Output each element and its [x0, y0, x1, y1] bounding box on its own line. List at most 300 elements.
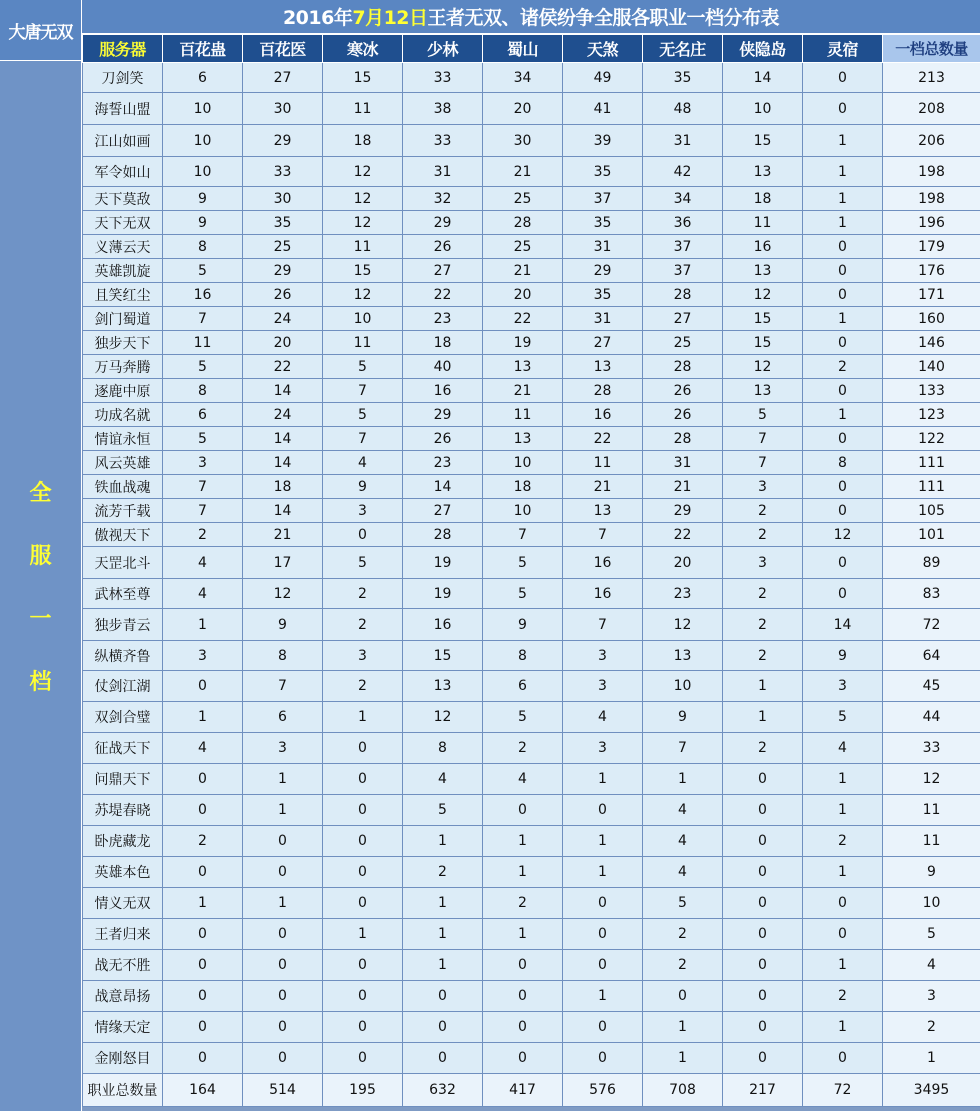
count-cell: 7 — [563, 523, 643, 547]
row-total-cell: 10 — [883, 888, 980, 919]
count-cell: 10 — [483, 451, 563, 475]
count-cell: 37 — [643, 235, 723, 259]
count-cell: 0 — [803, 93, 883, 125]
row-total-cell: 89 — [883, 547, 980, 579]
row-total-cell: 44 — [883, 702, 980, 733]
table-row — [83, 764, 980, 795]
count-cell: 3 — [323, 641, 403, 671]
row-total-cell: 11 — [883, 826, 980, 857]
server-name-cell: 刀剑笑 — [83, 63, 163, 93]
count-cell: 1 — [803, 403, 883, 427]
count-cell: 1 — [723, 702, 803, 733]
count-cell: 11 — [563, 451, 643, 475]
count-cell: 0 — [243, 826, 323, 857]
table-row — [83, 283, 980, 307]
count-cell: 0 — [323, 795, 403, 826]
table-row — [83, 547, 980, 579]
row-total-cell: 198 — [883, 157, 980, 187]
table-row — [83, 1043, 980, 1074]
header-class: 蜀山 — [483, 35, 563, 63]
count-cell: 21 — [483, 379, 563, 403]
count-cell: 0 — [563, 795, 643, 826]
count-cell: 0 — [483, 981, 563, 1012]
row-total-cell: 213 — [883, 63, 980, 93]
grand-total-cell: 3495 — [883, 1074, 980, 1107]
count-cell: 1 — [403, 888, 483, 919]
count-cell: 33 — [243, 157, 323, 187]
count-cell: 4 — [163, 733, 243, 764]
count-cell: 1 — [243, 795, 323, 826]
count-cell: 27 — [643, 307, 723, 331]
header-total: 一档总数量 — [883, 35, 980, 63]
count-cell: 2 — [723, 733, 803, 764]
count-cell: 0 — [163, 857, 243, 888]
row-total-cell: 111 — [883, 451, 980, 475]
count-cell: 15 — [403, 641, 483, 671]
count-cell: 9 — [163, 187, 243, 211]
header-row — [83, 35, 980, 63]
table-row — [83, 211, 980, 235]
side-char: 全 — [29, 481, 52, 506]
server-name-cell: 义薄云天 — [83, 235, 163, 259]
count-cell: 0 — [803, 235, 883, 259]
count-cell: 7 — [163, 307, 243, 331]
count-cell: 5 — [323, 403, 403, 427]
count-cell: 1 — [403, 950, 483, 981]
distribution-table — [82, 34, 980, 1107]
summary-label: 职业总数量 — [83, 1074, 163, 1107]
table-row — [83, 826, 980, 857]
table-row — [83, 733, 980, 764]
class-total-cell: 195 — [323, 1074, 403, 1107]
server-name-cell: 天下莫敌 — [83, 187, 163, 211]
count-cell: 1 — [803, 857, 883, 888]
count-cell: 0 — [803, 888, 883, 919]
count-cell: 36 — [643, 211, 723, 235]
count-cell: 31 — [643, 125, 723, 157]
table-row — [83, 857, 980, 888]
count-cell: 17 — [243, 547, 323, 579]
count-cell: 14 — [403, 475, 483, 499]
count-cell: 25 — [483, 187, 563, 211]
server-name-cell: 天下无双 — [83, 211, 163, 235]
count-cell: 2 — [723, 609, 803, 641]
row-total-cell: 160 — [883, 307, 980, 331]
count-cell: 4 — [323, 451, 403, 475]
count-cell: 18 — [723, 187, 803, 211]
count-cell: 49 — [563, 63, 643, 93]
count-cell: 11 — [483, 403, 563, 427]
count-cell: 29 — [243, 259, 323, 283]
count-cell: 9 — [803, 641, 883, 671]
count-cell: 0 — [563, 1012, 643, 1043]
server-name-cell: 且笑红尘 — [83, 283, 163, 307]
table-row — [83, 795, 980, 826]
header-class: 天煞 — [563, 35, 643, 63]
count-cell: 16 — [563, 579, 643, 609]
count-cell: 2 — [403, 857, 483, 888]
count-cell: 0 — [323, 888, 403, 919]
table-row — [83, 235, 980, 259]
row-total-cell: 196 — [883, 211, 980, 235]
count-cell: 18 — [403, 331, 483, 355]
table-row — [83, 355, 980, 379]
count-cell: 16 — [403, 609, 483, 641]
count-cell: 25 — [483, 235, 563, 259]
count-cell: 2 — [803, 981, 883, 1012]
count-cell: 19 — [483, 331, 563, 355]
count-cell: 1 — [483, 857, 563, 888]
count-cell: 0 — [723, 857, 803, 888]
server-name-cell: 海誓山盟 — [83, 93, 163, 125]
count-cell: 4 — [643, 795, 723, 826]
count-cell: 0 — [323, 826, 403, 857]
count-cell: 29 — [563, 259, 643, 283]
count-cell: 5 — [723, 403, 803, 427]
count-cell: 31 — [643, 451, 723, 475]
count-cell: 0 — [723, 1043, 803, 1074]
count-cell: 8 — [163, 235, 243, 259]
count-cell: 0 — [803, 379, 883, 403]
count-cell: 22 — [243, 355, 323, 379]
count-cell: 0 — [723, 795, 803, 826]
count-cell: 0 — [563, 919, 643, 950]
count-cell: 14 — [243, 499, 323, 523]
table-row — [83, 523, 980, 547]
server-name-cell: 卧虎藏龙 — [83, 826, 163, 857]
summary-row — [83, 1074, 980, 1107]
server-name-cell: 独步天下 — [83, 331, 163, 355]
count-cell: 24 — [243, 403, 323, 427]
row-total-cell: 1 — [883, 1043, 980, 1074]
header-class: 百花蛊 — [163, 35, 243, 63]
count-cell: 0 — [563, 888, 643, 919]
count-cell: 4 — [643, 826, 723, 857]
count-cell: 13 — [483, 355, 563, 379]
count-cell: 2 — [483, 733, 563, 764]
count-cell: 2 — [723, 523, 803, 547]
table-row — [83, 671, 980, 702]
count-cell: 0 — [243, 919, 323, 950]
count-cell: 2 — [643, 950, 723, 981]
count-cell: 12 — [323, 211, 403, 235]
row-total-cell: 198 — [883, 187, 980, 211]
count-cell: 4 — [403, 764, 483, 795]
count-cell: 0 — [723, 919, 803, 950]
count-cell: 14 — [243, 451, 323, 475]
server-name-cell: 战无不胜 — [83, 950, 163, 981]
count-cell: 27 — [563, 331, 643, 355]
server-name-cell: 战意昂扬 — [83, 981, 163, 1012]
count-cell: 12 — [803, 523, 883, 547]
table-row — [83, 379, 980, 403]
count-cell: 2 — [803, 826, 883, 857]
row-total-cell: 105 — [883, 499, 980, 523]
table-title — [82, 0, 980, 34]
count-cell: 35 — [243, 211, 323, 235]
count-cell: 12 — [323, 283, 403, 307]
game-name-cell: 大唐无双 — [0, 0, 82, 61]
count-cell: 34 — [483, 63, 563, 93]
count-cell: 26 — [643, 379, 723, 403]
count-cell: 0 — [163, 671, 243, 702]
count-cell: 37 — [643, 259, 723, 283]
count-cell: 7 — [243, 671, 323, 702]
server-name-cell: 英雄凯旋 — [83, 259, 163, 283]
server-name-cell: 独步青云 — [83, 609, 163, 641]
count-cell: 5 — [323, 355, 403, 379]
count-cell: 3 — [723, 475, 803, 499]
count-cell: 8 — [803, 451, 883, 475]
server-name-cell: 武林至尊 — [83, 579, 163, 609]
count-cell: 15 — [323, 63, 403, 93]
count-cell: 22 — [403, 283, 483, 307]
row-total-cell: 3 — [883, 981, 980, 1012]
count-cell: 2 — [323, 579, 403, 609]
count-cell: 2 — [163, 826, 243, 857]
count-cell: 42 — [643, 157, 723, 187]
table-row — [83, 1012, 980, 1043]
count-cell: 31 — [563, 235, 643, 259]
count-cell: 26 — [243, 283, 323, 307]
count-cell: 1 — [323, 919, 403, 950]
count-cell: 10 — [483, 499, 563, 523]
count-cell: 3 — [323, 499, 403, 523]
count-cell: 0 — [163, 919, 243, 950]
server-name-cell: 仗剑江湖 — [83, 671, 163, 702]
count-cell: 0 — [803, 475, 883, 499]
count-cell: 2 — [323, 671, 403, 702]
count-cell: 21 — [563, 475, 643, 499]
count-cell: 1 — [403, 919, 483, 950]
count-cell: 12 — [403, 702, 483, 733]
count-cell: 0 — [163, 795, 243, 826]
count-cell: 0 — [403, 981, 483, 1012]
count-cell: 1 — [563, 826, 643, 857]
count-cell: 28 — [643, 427, 723, 451]
count-cell: 4 — [163, 579, 243, 609]
count-cell: 21 — [483, 157, 563, 187]
count-cell: 4 — [483, 764, 563, 795]
count-cell: 0 — [323, 733, 403, 764]
count-cell: 9 — [163, 211, 243, 235]
count-cell: 9 — [483, 609, 563, 641]
count-cell: 0 — [483, 1043, 563, 1074]
count-cell: 1 — [803, 950, 883, 981]
count-cell: 8 — [163, 379, 243, 403]
count-cell: 5 — [163, 355, 243, 379]
count-cell: 33 — [403, 63, 483, 93]
side-char: 档 — [29, 670, 52, 695]
count-cell: 15 — [323, 259, 403, 283]
count-cell: 34 — [643, 187, 723, 211]
count-cell: 23 — [643, 579, 723, 609]
count-cell: 7 — [163, 475, 243, 499]
count-cell: 1 — [483, 919, 563, 950]
count-cell: 13 — [643, 641, 723, 671]
count-cell: 16 — [723, 235, 803, 259]
count-cell: 13 — [403, 671, 483, 702]
count-cell: 5 — [483, 702, 563, 733]
count-cell: 26 — [643, 403, 723, 427]
count-cell: 0 — [723, 1012, 803, 1043]
table-row — [83, 403, 980, 427]
side-char: 服 — [29, 544, 52, 569]
count-cell: 10 — [163, 157, 243, 187]
header-class: 百花医 — [243, 35, 323, 63]
count-cell: 7 — [323, 427, 403, 451]
table-row — [83, 499, 980, 523]
count-cell: 0 — [323, 1043, 403, 1074]
count-cell: 4 — [643, 857, 723, 888]
server-name-cell: 铁血战魂 — [83, 475, 163, 499]
count-cell: 16 — [163, 283, 243, 307]
count-cell: 3 — [563, 671, 643, 702]
count-cell: 12 — [643, 609, 723, 641]
count-cell: 6 — [163, 63, 243, 93]
count-cell: 5 — [163, 259, 243, 283]
row-total-cell: 176 — [883, 259, 980, 283]
count-cell: 2 — [323, 609, 403, 641]
count-cell: 0 — [803, 1043, 883, 1074]
count-cell: 20 — [643, 547, 723, 579]
count-cell: 5 — [803, 702, 883, 733]
table-row — [83, 331, 980, 355]
count-cell: 35 — [563, 283, 643, 307]
count-cell: 30 — [243, 187, 323, 211]
row-total-cell: 111 — [883, 475, 980, 499]
count-cell: 28 — [403, 523, 483, 547]
count-cell: 0 — [803, 427, 883, 451]
count-cell: 8 — [243, 641, 323, 671]
header-class: 少林 — [403, 35, 483, 63]
count-cell: 1 — [163, 888, 243, 919]
row-total-cell: 12 — [883, 764, 980, 795]
count-cell: 6 — [483, 671, 563, 702]
count-cell: 6 — [243, 702, 323, 733]
count-cell: 13 — [483, 427, 563, 451]
row-total-cell: 179 — [883, 235, 980, 259]
count-cell: 0 — [803, 499, 883, 523]
server-name-cell: 情义无双 — [83, 888, 163, 919]
count-cell: 16 — [563, 403, 643, 427]
count-cell: 16 — [403, 379, 483, 403]
count-cell: 18 — [243, 475, 323, 499]
count-cell: 3 — [163, 641, 243, 671]
row-total-cell: 123 — [883, 403, 980, 427]
server-name-cell: 军令如山 — [83, 157, 163, 187]
count-cell: 0 — [803, 63, 883, 93]
count-cell: 13 — [723, 157, 803, 187]
row-total-cell: 64 — [883, 641, 980, 671]
count-cell: 28 — [643, 283, 723, 307]
count-cell: 13 — [563, 499, 643, 523]
count-cell: 1 — [803, 125, 883, 157]
count-cell: 19 — [403, 579, 483, 609]
count-cell: 10 — [643, 671, 723, 702]
count-cell: 19 — [403, 547, 483, 579]
class-total-cell: 708 — [643, 1074, 723, 1107]
row-total-cell: 101 — [883, 523, 980, 547]
row-total-cell: 206 — [883, 125, 980, 157]
table-row — [83, 950, 980, 981]
count-cell: 14 — [803, 609, 883, 641]
count-cell: 0 — [323, 1012, 403, 1043]
server-name-cell: 天罡北斗 — [83, 547, 163, 579]
server-name-cell: 情缘天定 — [83, 1012, 163, 1043]
count-cell: 7 — [163, 499, 243, 523]
count-cell: 5 — [403, 795, 483, 826]
side-char: 一 — [29, 607, 52, 632]
count-cell: 0 — [243, 950, 323, 981]
count-cell: 0 — [803, 283, 883, 307]
row-total-cell: 4 — [883, 950, 980, 981]
count-cell: 24 — [243, 307, 323, 331]
server-name-cell: 金刚怒目 — [83, 1043, 163, 1074]
count-cell: 9 — [243, 609, 323, 641]
count-cell: 13 — [563, 355, 643, 379]
count-cell: 21 — [643, 475, 723, 499]
count-cell: 8 — [483, 641, 563, 671]
count-cell: 31 — [563, 307, 643, 331]
count-cell: 11 — [163, 331, 243, 355]
count-cell: 0 — [323, 764, 403, 795]
count-cell: 9 — [323, 475, 403, 499]
count-cell: 23 — [403, 307, 483, 331]
count-cell: 13 — [723, 259, 803, 283]
count-cell: 27 — [403, 499, 483, 523]
count-cell: 1 — [643, 1043, 723, 1074]
header-class: 寒冰 — [323, 35, 403, 63]
header-class: 灵宿 — [803, 35, 883, 63]
count-cell: 11 — [723, 211, 803, 235]
count-cell: 0 — [163, 1012, 243, 1043]
count-cell: 1 — [723, 671, 803, 702]
server-name-cell: 功成名就 — [83, 403, 163, 427]
count-cell: 0 — [323, 523, 403, 547]
count-cell: 1 — [483, 826, 563, 857]
count-cell: 0 — [803, 259, 883, 283]
count-cell: 0 — [163, 950, 243, 981]
count-cell: 11 — [323, 331, 403, 355]
table-row — [83, 187, 980, 211]
count-cell: 12 — [323, 187, 403, 211]
count-cell: 1 — [563, 764, 643, 795]
class-total-cell: 164 — [163, 1074, 243, 1107]
count-cell: 0 — [723, 981, 803, 1012]
count-cell: 3 — [803, 671, 883, 702]
count-cell: 20 — [483, 93, 563, 125]
count-cell: 23 — [403, 451, 483, 475]
count-cell: 2 — [483, 888, 563, 919]
count-cell: 14 — [243, 379, 323, 403]
header-class: 侠隐岛 — [723, 35, 803, 63]
count-cell: 0 — [403, 1012, 483, 1043]
count-cell: 29 — [643, 499, 723, 523]
server-name-cell: 江山如画 — [83, 125, 163, 157]
count-cell: 0 — [723, 764, 803, 795]
class-total-cell: 417 — [483, 1074, 563, 1107]
count-cell: 1 — [803, 795, 883, 826]
count-cell: 5 — [163, 427, 243, 451]
count-cell: 1 — [643, 1012, 723, 1043]
server-name-cell: 情谊永恒 — [83, 427, 163, 451]
row-total-cell: 171 — [883, 283, 980, 307]
count-cell: 3 — [723, 547, 803, 579]
count-cell: 0 — [723, 888, 803, 919]
count-cell: 1 — [243, 764, 323, 795]
count-cell: 7 — [563, 609, 643, 641]
